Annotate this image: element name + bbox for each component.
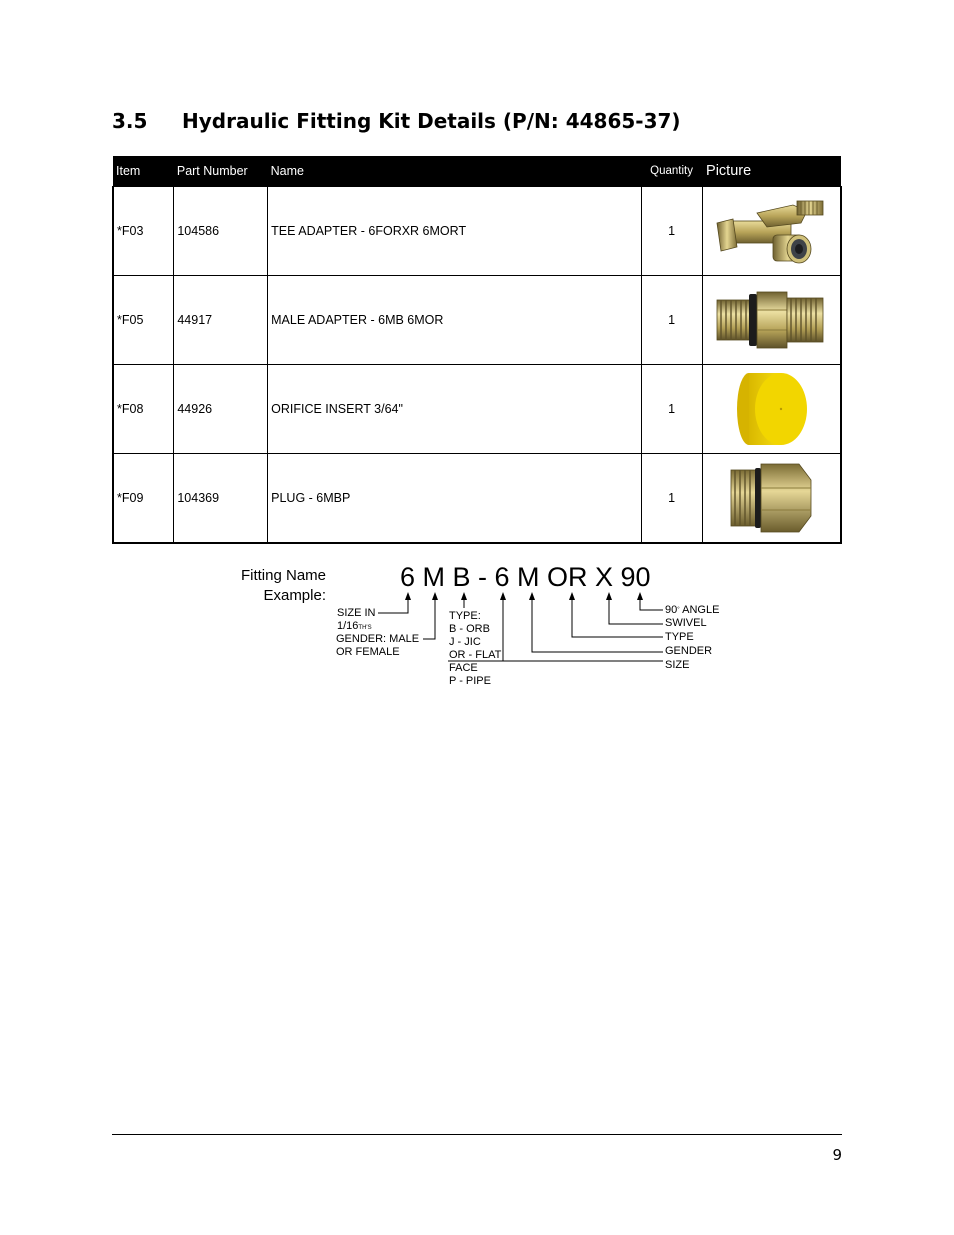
size-in-label: [337, 607, 376, 635]
cell-picture: [702, 187, 841, 276]
gender-label: [336, 633, 419, 659]
cell-quantity: 1: [641, 454, 702, 544]
type-option: B - ORB: [449, 623, 490, 635]
tee-adapter-image: [711, 193, 831, 269]
size-in-text: SIZE IN: [337, 607, 376, 619]
orifice-insert-image: [711, 369, 831, 449]
cell-picture: [702, 454, 841, 544]
cell-picture: [702, 365, 841, 454]
example-label-line2: Example:: [263, 587, 326, 604]
header-quantity: Quantity: [641, 156, 702, 187]
cell-name: MALE ADAPTER - 6MB 6MOR: [268, 276, 641, 365]
parts-table: [112, 156, 842, 544]
cell-quantity: 1: [641, 365, 702, 454]
cell-picture: [702, 276, 841, 365]
cell-name: TEE ADAPTER - 6FORXR 6MORT: [268, 187, 641, 276]
cell-part-number: 44917: [174, 276, 268, 365]
header-item: Item: [113, 156, 174, 187]
table-row: [113, 276, 841, 365]
angle-number: 90: [665, 604, 678, 616]
cell-quantity: 1: [641, 187, 702, 276]
cell-part-number: 104586: [174, 187, 268, 276]
table-row: [113, 365, 841, 454]
table-row: [113, 187, 841, 276]
header-picture: Picture: [702, 156, 841, 187]
swivel-label: SWIVEL: [665, 617, 707, 629]
fitting-code-example: 6 M B - 6 M OR X 90: [400, 562, 651, 592]
fitting-name-example-label: [220, 566, 326, 606]
header-name: Name: [268, 156, 641, 187]
size-unit-text: 1/16: [337, 620, 359, 632]
plug-image: [711, 460, 831, 536]
cell-part-number: 44926: [174, 365, 268, 454]
cell-item: *F09: [113, 454, 174, 544]
cell-name: PLUG - 6MBP: [268, 454, 641, 544]
angle-word: ANGLE: [682, 604, 720, 616]
gender-right-label: GENDER: [665, 645, 713, 657]
angle-label: [665, 604, 719, 617]
size-right-label: SIZE: [665, 659, 690, 671]
cell-item: *F08: [113, 365, 174, 454]
example-label-line1: Fitting Name: [240, 567, 326, 584]
type-option: OR - FLAT: [449, 649, 502, 661]
footer-divider: [112, 1134, 842, 1135]
cell-name: ORIFICE INSERT 3/64": [268, 365, 641, 454]
section-number: 3.5: [112, 109, 148, 133]
type-option: TYPE:: [449, 610, 481, 622]
cell-item: *F03: [113, 187, 174, 276]
type-options-label: [449, 610, 501, 688]
page-number: 9: [832, 1146, 842, 1164]
type-label: TYPE: [665, 631, 694, 643]
cell-item: *F05: [113, 276, 174, 365]
section-title: Hydraulic Fitting Kit Details (P/N: 44865-37): [182, 109, 681, 133]
cell-quantity: 1: [641, 276, 702, 365]
gender-line1: GENDER: MALE: [336, 633, 420, 645]
header-part-number: Part Number: [174, 156, 268, 187]
type-option: P - PIPE: [449, 675, 491, 687]
type-option: J - JIC: [449, 636, 481, 648]
table-row: [113, 454, 841, 544]
gender-line2: OR FEMALE: [336, 646, 400, 658]
type-option: FACE: [449, 662, 478, 674]
table-header-row: [113, 156, 841, 187]
size-unit-sub: TH'S: [358, 625, 372, 631]
cell-part-number: 104369: [174, 454, 268, 544]
degree-symbol: °: [677, 607, 680, 613]
male-adapter-image: [711, 282, 831, 358]
